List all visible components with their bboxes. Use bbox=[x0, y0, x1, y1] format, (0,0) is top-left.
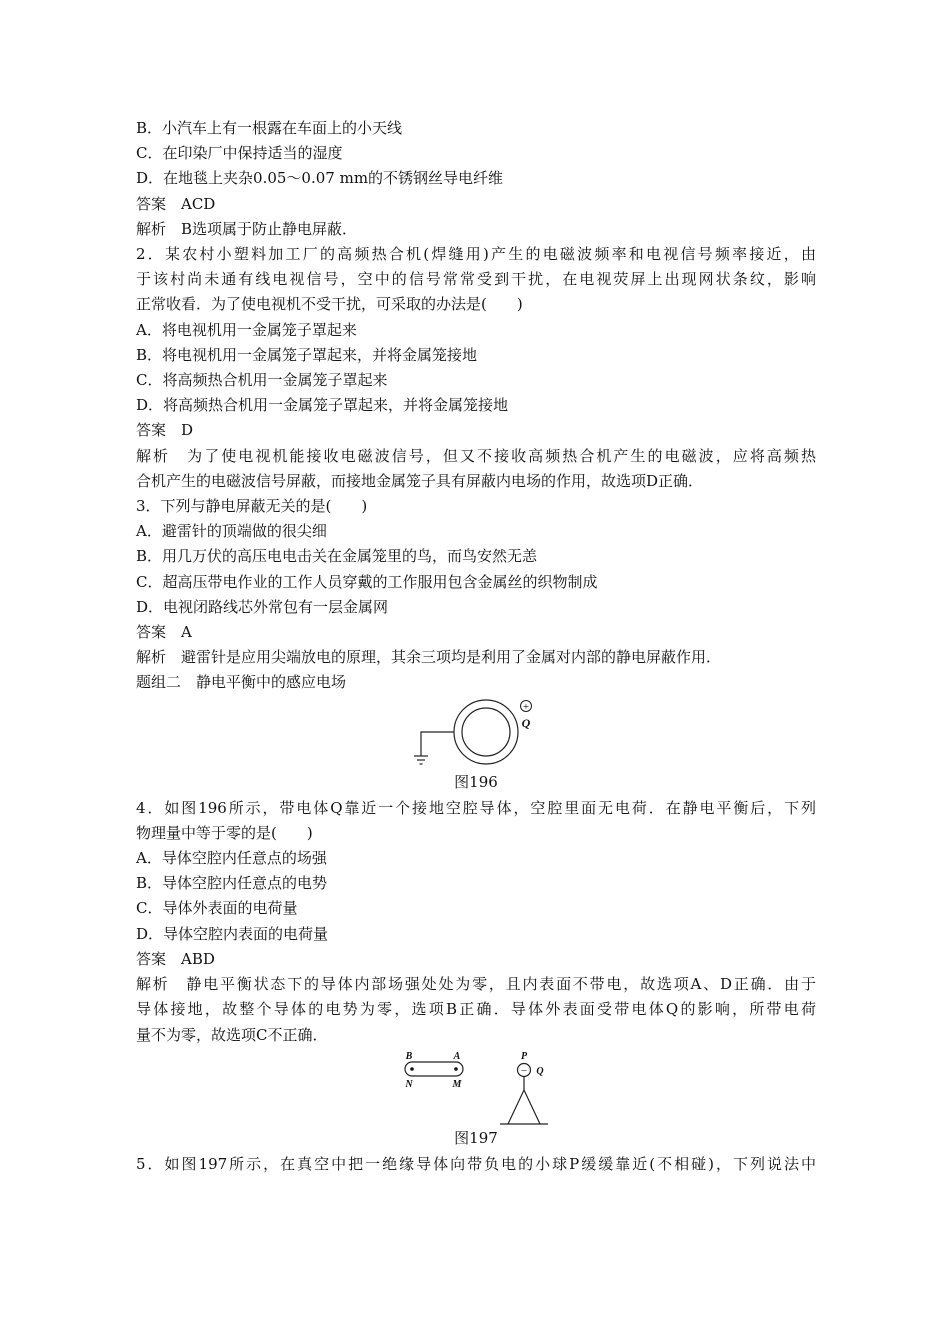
figure-196-diagram bbox=[136, 696, 816, 772]
option-a: A．导体空腔内任意点的场强 bbox=[136, 849, 327, 868]
answer: 答案 A bbox=[136, 623, 192, 642]
ground-wire bbox=[421, 732, 454, 756]
option-b: B．小汽车上有一根露在车面上的小天线 bbox=[136, 119, 403, 137]
figure-197-diagram bbox=[136, 1048, 816, 1128]
answer: 答案 ACD bbox=[136, 194, 216, 213]
analysis-line: 量不为零，故选项C不正确． bbox=[136, 1025, 328, 1044]
document-page bbox=[136, 116, 816, 1177]
question-stem-line: 物理量中等于零的是( ) bbox=[136, 823, 313, 842]
question-1-tail bbox=[136, 116, 816, 242]
option-d: D．在地毯上夹杂0.05～0.07 mm的不锈钢丝导电纤维 bbox=[136, 169, 504, 188]
option-a: A．将电视机用一金属笼子罩起来 bbox=[136, 320, 357, 339]
question-stem-line: 3．下列与静电屏蔽无关的是( ) bbox=[136, 497, 368, 516]
section-title: 题组二 静电平衡中的感应电场 bbox=[136, 673, 347, 692]
option-b: B．用几万伏的高压电电击关在金属笼里的鸟，而鸟安然无恙 bbox=[136, 547, 538, 566]
analysis: 解析 B选项属于防止静电屏蔽． bbox=[136, 219, 358, 238]
answer: 答案 D bbox=[136, 421, 194, 440]
analysis-line: 解析 避雷针是应用尖端放电的原理，其余三项均是利用了金属对内部的静电屏蔽作用． bbox=[136, 648, 722, 667]
figure-197 bbox=[136, 1048, 816, 1152]
option-c: C．在印染厂中保持适当的湿度 bbox=[136, 144, 343, 163]
option-d: D．电视闭路线芯外常包有一层金属网 bbox=[136, 597, 389, 616]
outer-shell bbox=[454, 700, 518, 764]
inner-cavity bbox=[462, 708, 510, 756]
figure-caption: 图196 bbox=[454, 772, 498, 791]
ball-charge-sign: − bbox=[520, 1064, 528, 1077]
option-b: B．导体空腔内任意点的电势 bbox=[136, 874, 328, 893]
charge-sign: + bbox=[522, 700, 530, 713]
question-5 bbox=[136, 1152, 816, 1177]
label-q: Q bbox=[536, 1065, 544, 1077]
label-n: N bbox=[405, 1078, 413, 1090]
label-m: M bbox=[452, 1078, 462, 1090]
option-b: B．将电视机用一金属笼子罩起来，并将金属笼接地 bbox=[136, 345, 478, 364]
charge-label: Q bbox=[521, 715, 531, 730]
option-d: D．导体空腔内表面的电荷量 bbox=[136, 924, 329, 943]
label-p: P bbox=[520, 1050, 528, 1062]
analysis-line: 解析 静电平衡状态下的导体内部场强处处为零，且内表面不带电，故选项A、D正确．由于 bbox=[136, 975, 816, 994]
question-4 bbox=[136, 796, 816, 1048]
question-stem-line: 5．如图197所示，在真空中把一绝缘导体向带负电的小球P缓缓靠近(不相碰)，下列说法中 bbox=[136, 1154, 816, 1173]
analysis-line: 导体接地，故整个导体的电势为零，选项B正确．导体外表面受带电体Q的影响，所带电荷 bbox=[136, 1000, 816, 1019]
question-stem-line: 2．某农村小塑料加工厂的高频热合机(焊缝用)产生的电磁波频率和电视信号频率接近，由 bbox=[136, 245, 816, 264]
question-stem-line: 4．如图196所示，带电体Q靠近一个接地空腔导体，空腔里面无电荷．在静电平衡后，下列 bbox=[136, 798, 816, 817]
point-b bbox=[410, 1067, 414, 1071]
point-a bbox=[454, 1067, 458, 1071]
question-stem-line: 于该村尚未通有线电视信号，空中的信号常常受到干扰，在电视荧屏上出现网状条纹，影响 bbox=[136, 270, 816, 289]
label-b: B bbox=[405, 1050, 413, 1062]
option-d: D．将高频热合机用一金属笼子罩起来，并将金属笼接地 bbox=[136, 396, 509, 415]
option-c: C．超高压带电作业的工作人员穿戴的工作服用包含金属丝的织物制成 bbox=[136, 572, 598, 591]
option-a: A．避雷针的顶端做的很尖细 bbox=[136, 522, 327, 541]
question-2 bbox=[136, 242, 816, 494]
analysis-line: 合机产生的电磁波信号屏蔽，而接地金属笼子具有屏蔽内电场的作用，故选项D正确． bbox=[136, 471, 704, 490]
option-c: C．将高频热合机用一金属笼子罩起来 bbox=[136, 371, 388, 390]
question-3 bbox=[136, 494, 816, 670]
figure-caption: 图197 bbox=[454, 1128, 498, 1147]
answer: 答案 ABD bbox=[136, 949, 215, 968]
analysis-line: 解析 为了使电视机能接收电磁波信号，但又不接收高频热合机产生的电磁波，应将高频热 bbox=[136, 446, 816, 465]
stand bbox=[508, 1090, 540, 1124]
label-a: A bbox=[453, 1050, 461, 1062]
option-c: C．导体外表面的电荷量 bbox=[136, 899, 298, 918]
figure-196 bbox=[136, 696, 816, 796]
question-stem-line: 正常收看．为了使电视机不受干扰，可采取的办法是( ) bbox=[136, 295, 523, 314]
